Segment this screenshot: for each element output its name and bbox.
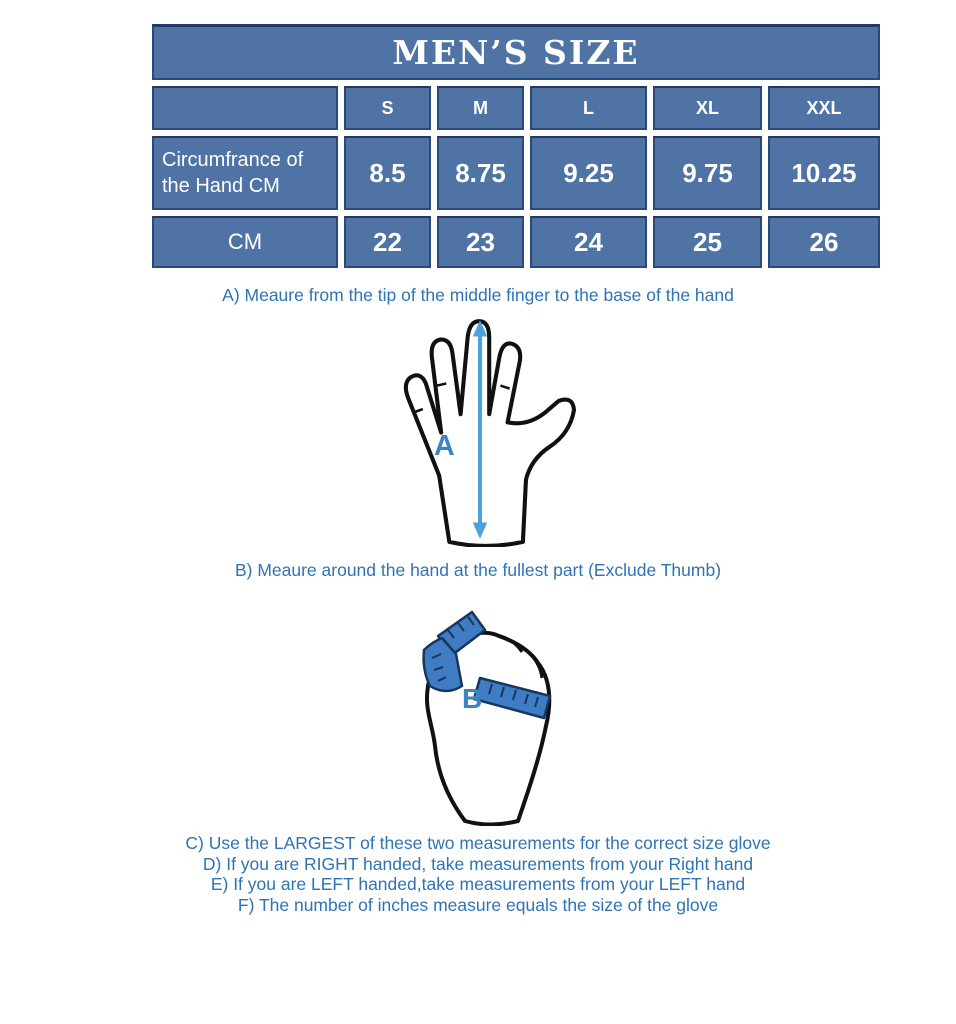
fist-illustration: [380, 586, 580, 826]
size-header-blank-cell: [152, 86, 338, 130]
cm-row-label: CM: [152, 216, 338, 268]
cm-value-l: 24: [530, 216, 647, 268]
instruction-f: F) The number of inches measure equals the size of the glove: [237, 894, 719, 915]
figure-a-letter: A: [434, 430, 455, 463]
size-header-xl: XL: [653, 86, 762, 130]
size-header-m: M: [437, 86, 524, 130]
circumference-value-s: 8.5: [344, 136, 431, 210]
table-title: MEN’S SIZE: [152, 24, 880, 80]
circumference-value-m: 8.75: [437, 136, 524, 210]
cm-value-s: 22: [344, 216, 431, 268]
open-hand-illustration: [372, 312, 588, 547]
instruction-d: D) If you are RIGHT handed, take measurements from your Right hand: [202, 853, 754, 874]
size-header-s: S: [344, 86, 431, 130]
hand-outline: [406, 321, 574, 546]
size-header-l: L: [530, 86, 647, 130]
figure-b-letter: B: [462, 683, 483, 714]
circumference-value-l: 9.25: [530, 136, 647, 210]
instruction-c: C) Use the LARGEST of these two measurements for the correct size glove: [185, 833, 771, 853]
size-header-xxl: XXL: [768, 86, 880, 130]
mens-size-table: [152, 24, 880, 268]
cm-value-m: 23: [437, 216, 524, 268]
cm-value-xxl: 26: [768, 216, 880, 268]
figure-open-hand: [372, 312, 588, 552]
instruction-a: A) Meaure from the tip of the middle finger to the base of the hand: [222, 285, 734, 305]
instruction-e: E) If you are LEFT handed,take measurements from your LEFT hand: [210, 874, 746, 894]
figure-fist-tape: [380, 586, 580, 831]
instructions-c-to-f: [0, 833, 956, 915]
circumference-row-label: Circumfrance of the Hand CM: [152, 136, 338, 210]
cm-value-xl: 25: [653, 216, 762, 268]
instruction-b: B) Meaure around the hand at the fullest part (Exclude Thumb): [234, 560, 722, 580]
circumference-value-xl: 9.75: [653, 136, 762, 210]
circumference-value-xxl: 10.25: [768, 136, 880, 210]
